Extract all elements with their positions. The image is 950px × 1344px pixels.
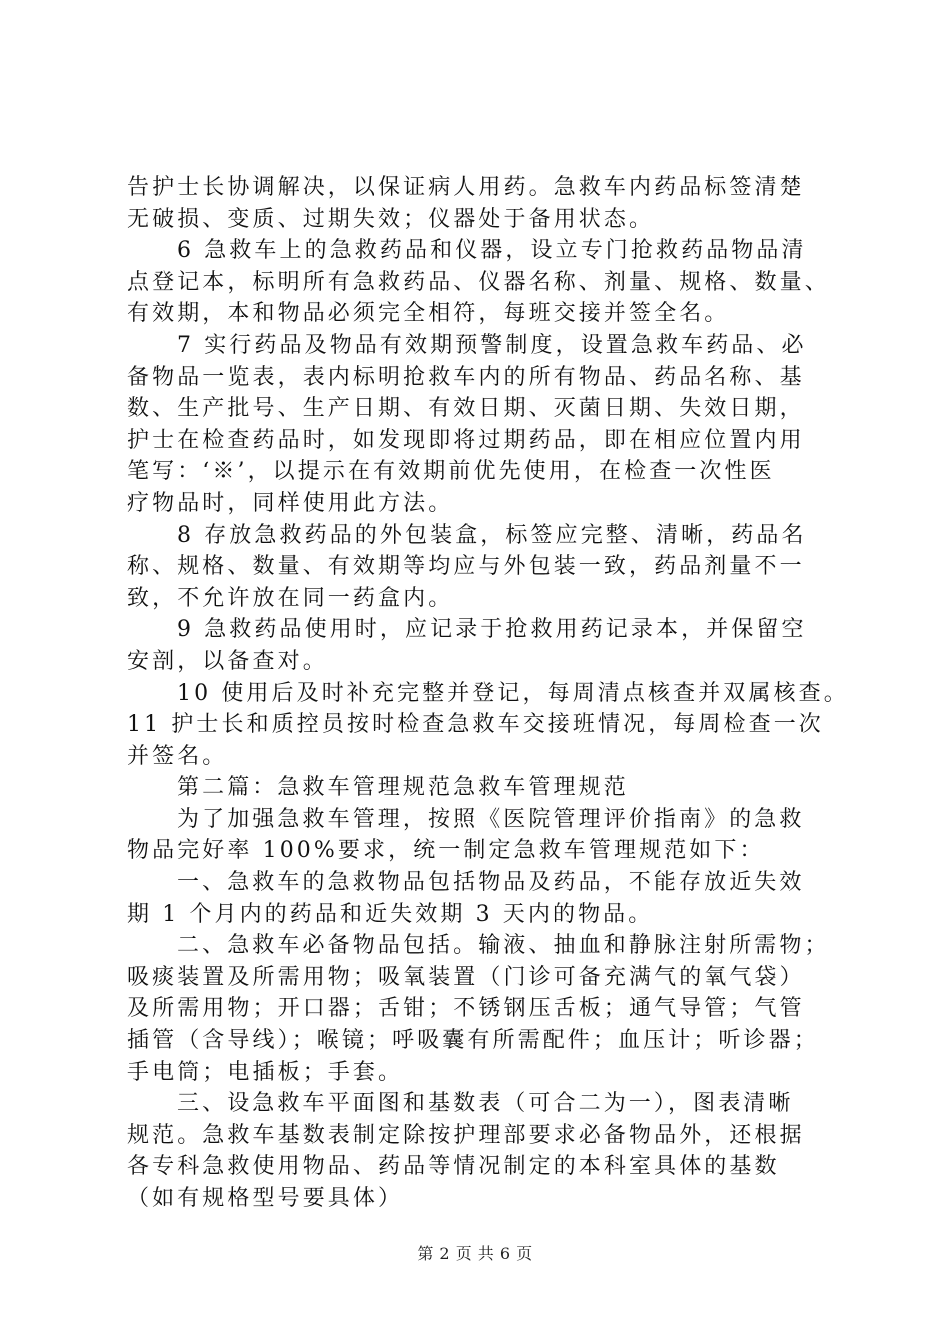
text-line: 并签名。 (127, 743, 228, 769)
text-line: 二、急救车必备物品包括。输液、抽血和静脉注射所需物； (177, 933, 830, 959)
text-line: 为了加强急救车管理，按照《医院管理评价指南》的急救 (177, 806, 805, 832)
text-line: 规范。急救车基数表制定除按护理部要求必备物品外，还根据 (127, 1122, 805, 1148)
text-line: 8 存放急救药品的外包装盒，标签应完整、清晰，药品名 (177, 522, 807, 548)
page-number-footer: 第 2 页 共 6 页 (417, 1244, 533, 1263)
text-line: 三、设急救车平面图和基数表（可合二为一），图表清晰 (177, 1091, 794, 1117)
text-line: 各专科急救使用物品、药品等情况制定的本科室具体的基数 (127, 1154, 780, 1180)
text-line: 10 使用后及时补充完整并登记，每周清点核查并双属核查。 (177, 680, 849, 706)
text-line: 致，不允许放在同一药盒内。 (127, 585, 454, 611)
text-line: 有效期，本和物品必须完全相符，每班交接并签全名。 (127, 301, 730, 327)
text-line: 吸痰装置及所需用物；吸氧装置（门诊可备充满气的氧气袋） (127, 964, 805, 990)
text-line: 7 实行药品及物品有效期预警制度，设置急救车药品、必 (177, 332, 807, 358)
text-line: 11 护士长和质控员按时检查急救车交接班情况，每周检查一次 (127, 712, 824, 738)
text-line: 及所需用物；开口器；舌钳；不锈钢压舌板；通气导管；气管 (127, 996, 805, 1022)
text-line: 6 急救车上的急救药品和仪器，设立专门抢救药品物品清 (177, 238, 807, 264)
text-line: 称、规格、数量、有效期等均应与外包装一致，药品剂量不一 (127, 554, 805, 580)
text-line: 告护士长协调解决，以保证病人用药。急救车内药品标签清楚 (127, 175, 805, 200)
text-line: 期 1 个月内的药品和近失效期 3 天内的物品。 (127, 901, 654, 927)
text-line: 笔写：‘※’，以提示在有效期前优先使用，在检查一次性医 (127, 459, 775, 485)
text-line: 备物品一览表，表内标明抢救车内的所有物品、药品名称、基 (127, 364, 805, 390)
text-line: （如有规格型号要具体） (127, 1186, 404, 1211)
text-line: 一、急救车的急救物品包括物品及药品，不能存放近失效 (177, 870, 805, 896)
text-line: 疗物品时，同样使用此方法。 (127, 490, 454, 516)
text-line: 物品完好率 100%要求，统一制定急救车管理规范如下： (127, 838, 765, 864)
text-line: 护士在检查药品时，如发现即将过期药品，即在相应位置内用 (127, 427, 805, 453)
text-line: 安剖，以备查对。 (127, 648, 328, 674)
text-line: 插管（含导线）；喉镜；呼吸囊有所需配件；血压计；听诊器； (127, 1028, 819, 1054)
text-line: 9 急救药品使用时，应记录于抢救用药记录本，并保留空 (177, 617, 807, 643)
text-line: 数、生产批号、生产日期、有效日期、灭菌日期、失效日期， (127, 396, 805, 422)
text-line: 第二篇：急救车管理规范急救车管理规范 (177, 775, 629, 801)
text-line: 点登记本，标明所有急救药品、仪器名称、剂量、规格、数量、 (127, 269, 830, 295)
text-line: 手电筒；电插板；手套。 (127, 1059, 404, 1085)
text-line: 无破损、变质、过期失效；仪器处于备用状态。 (127, 206, 655, 232)
document-body (127, 172, 849, 1215)
